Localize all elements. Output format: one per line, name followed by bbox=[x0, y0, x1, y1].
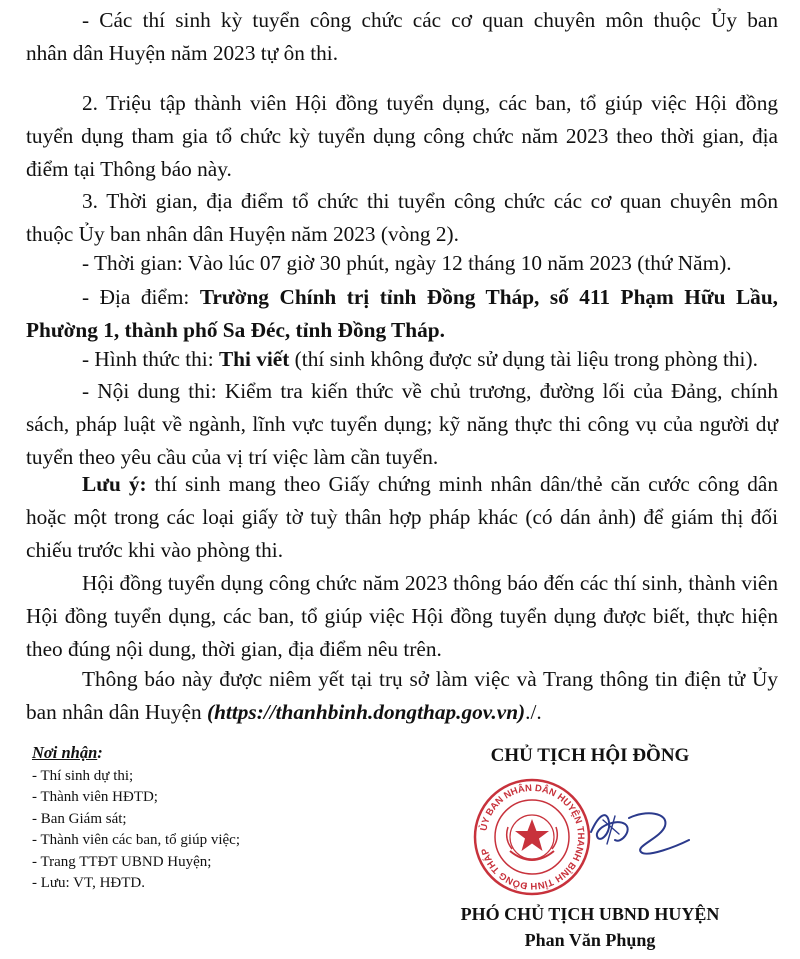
posted-text: Thông báo này được niêm yết tại trụ sở làm việc và Trang thông tin điện tử Ủy ban nhân dân Huyện bbox=[26, 667, 778, 724]
recipient-item: - Thành viên HĐTD; bbox=[32, 789, 158, 805]
exam-place-value: Trường Chính trị tỉnh Đồng Tháp, số 411 Phạm Hữu Lầu, Phường 1, thành phố Sa Đéc, tỉnh Đồng Tháp. bbox=[26, 285, 778, 342]
exam-form-value: Thi viết bbox=[218, 347, 290, 371]
recipient-item: - Trang TTĐT UBND Huyện; bbox=[32, 853, 212, 870]
recipient-item: - Thành viên các ban, tổ giúp việc; bbox=[32, 832, 240, 848]
paragraph-candidates-line2 bbox=[26, 37, 778, 70]
seal-text: ỦY BAN NHÂN DÂN HUYỆN THANH BÌNH TỈNH ĐỒNG THÁP bbox=[478, 782, 587, 892]
exam-form-label: - Hình thức thi: bbox=[82, 347, 219, 371]
recipient-item: - Ban Giám sát; bbox=[32, 810, 127, 827]
handwritten-signature bbox=[585, 800, 695, 860]
posted-paragraph bbox=[26, 663, 778, 729]
website-link[interactable]: (https://thanhbinh.dongthap.gov.vn) bbox=[206, 700, 526, 724]
note-text: thí sinh mang theo Giấy chứng minh nhân dân/thẻ căn cước công dân hoặc một trong các loại giấy tờ tuỳ thân hợp pháp khác (có dán ảnh) để giám thị đối chiếu trước khi vào phòng thi. bbox=[26, 472, 778, 562]
note-label: Lưu ý: bbox=[82, 472, 147, 496]
recipients-heading-text: Nơi nhận bbox=[32, 743, 98, 762]
text-candidates-line2: nhân dân Huyện năm 2023 tự ôn thi. bbox=[26, 41, 339, 65]
exam-place-label: - Địa điểm: bbox=[82, 285, 200, 309]
signer-name: Phan Văn Phụng bbox=[524, 930, 656, 950]
official-seal-icon bbox=[472, 777, 592, 897]
recipients-heading bbox=[32, 742, 332, 764]
announce-paragraph: Hội đồng tuyển dụng công chức năm 2023 thông báo đến các thí sinh, thành viên Hội đồng tuyển dụng, các ban, tổ giúp việc Hội đồng tuyển dụng được biết, thực hiện theo đúng nội dung, thời gian, địa điểm nêu trên. bbox=[26, 571, 778, 661]
exam-form bbox=[26, 343, 778, 376]
signer-title-top: CHỦ TỊCH HỘI ĐỒNG bbox=[490, 745, 690, 766]
recipients-heading-colon: : bbox=[97, 743, 103, 762]
signer-title-bottom: PHÓ CHỦ TỊCH UBND HUYỆN bbox=[460, 904, 720, 924]
recipient-item: - Thí sinh dự thi; bbox=[32, 767, 134, 784]
note-paragraph bbox=[26, 468, 778, 567]
paragraph-schedule-heading: 3. Thời gian, địa điểm tổ chức thi tuyển công chức các cơ quan chuyên môn thuộc Ủy ban nhân dân Huyện năm 2023 (vòng 2). bbox=[26, 189, 778, 246]
paragraph-candidates-line1 bbox=[26, 4, 778, 37]
posted-end: ./. bbox=[525, 700, 542, 724]
exam-time: - Thời gian: Vào lúc 07 giờ 30 phút, ngày 12 tháng 10 năm 2023 (thứ Năm). bbox=[82, 251, 732, 275]
recipient-item: - Lưu: VT, HĐTD. bbox=[32, 875, 145, 891]
paragraph-council: 2. Triệu tập thành viên Hội đồng tuyển dụng, các ban, tổ giúp việc Hội đồng tuyển dụng tham gia tổ chức kỳ tuyển dụng công chức năm 2023 theo thời gian, địa điểm tại Thông báo này. bbox=[26, 91, 778, 181]
text-candidates-line1: - Các thí sinh kỳ tuyển công chức các cơ quan chuyên môn thuộc Ủy ban bbox=[82, 8, 778, 32]
exam-place bbox=[26, 281, 778, 347]
exam-content: - Nội dung thi: Kiểm tra kiến thức về chủ trương, đường lối của Đảng, chính sách, pháp luật về ngành, lĩnh vực tuyển dụng; kỹ năng thực thi công vụ của người dự tuyển theo yêu cầu của vị trí việc làm cần tuyển. bbox=[26, 379, 778, 469]
recipients-block bbox=[32, 742, 332, 895]
exam-form-note: (thí sinh không được sử dụng tài liệu trong phòng thi). bbox=[289, 347, 758, 371]
